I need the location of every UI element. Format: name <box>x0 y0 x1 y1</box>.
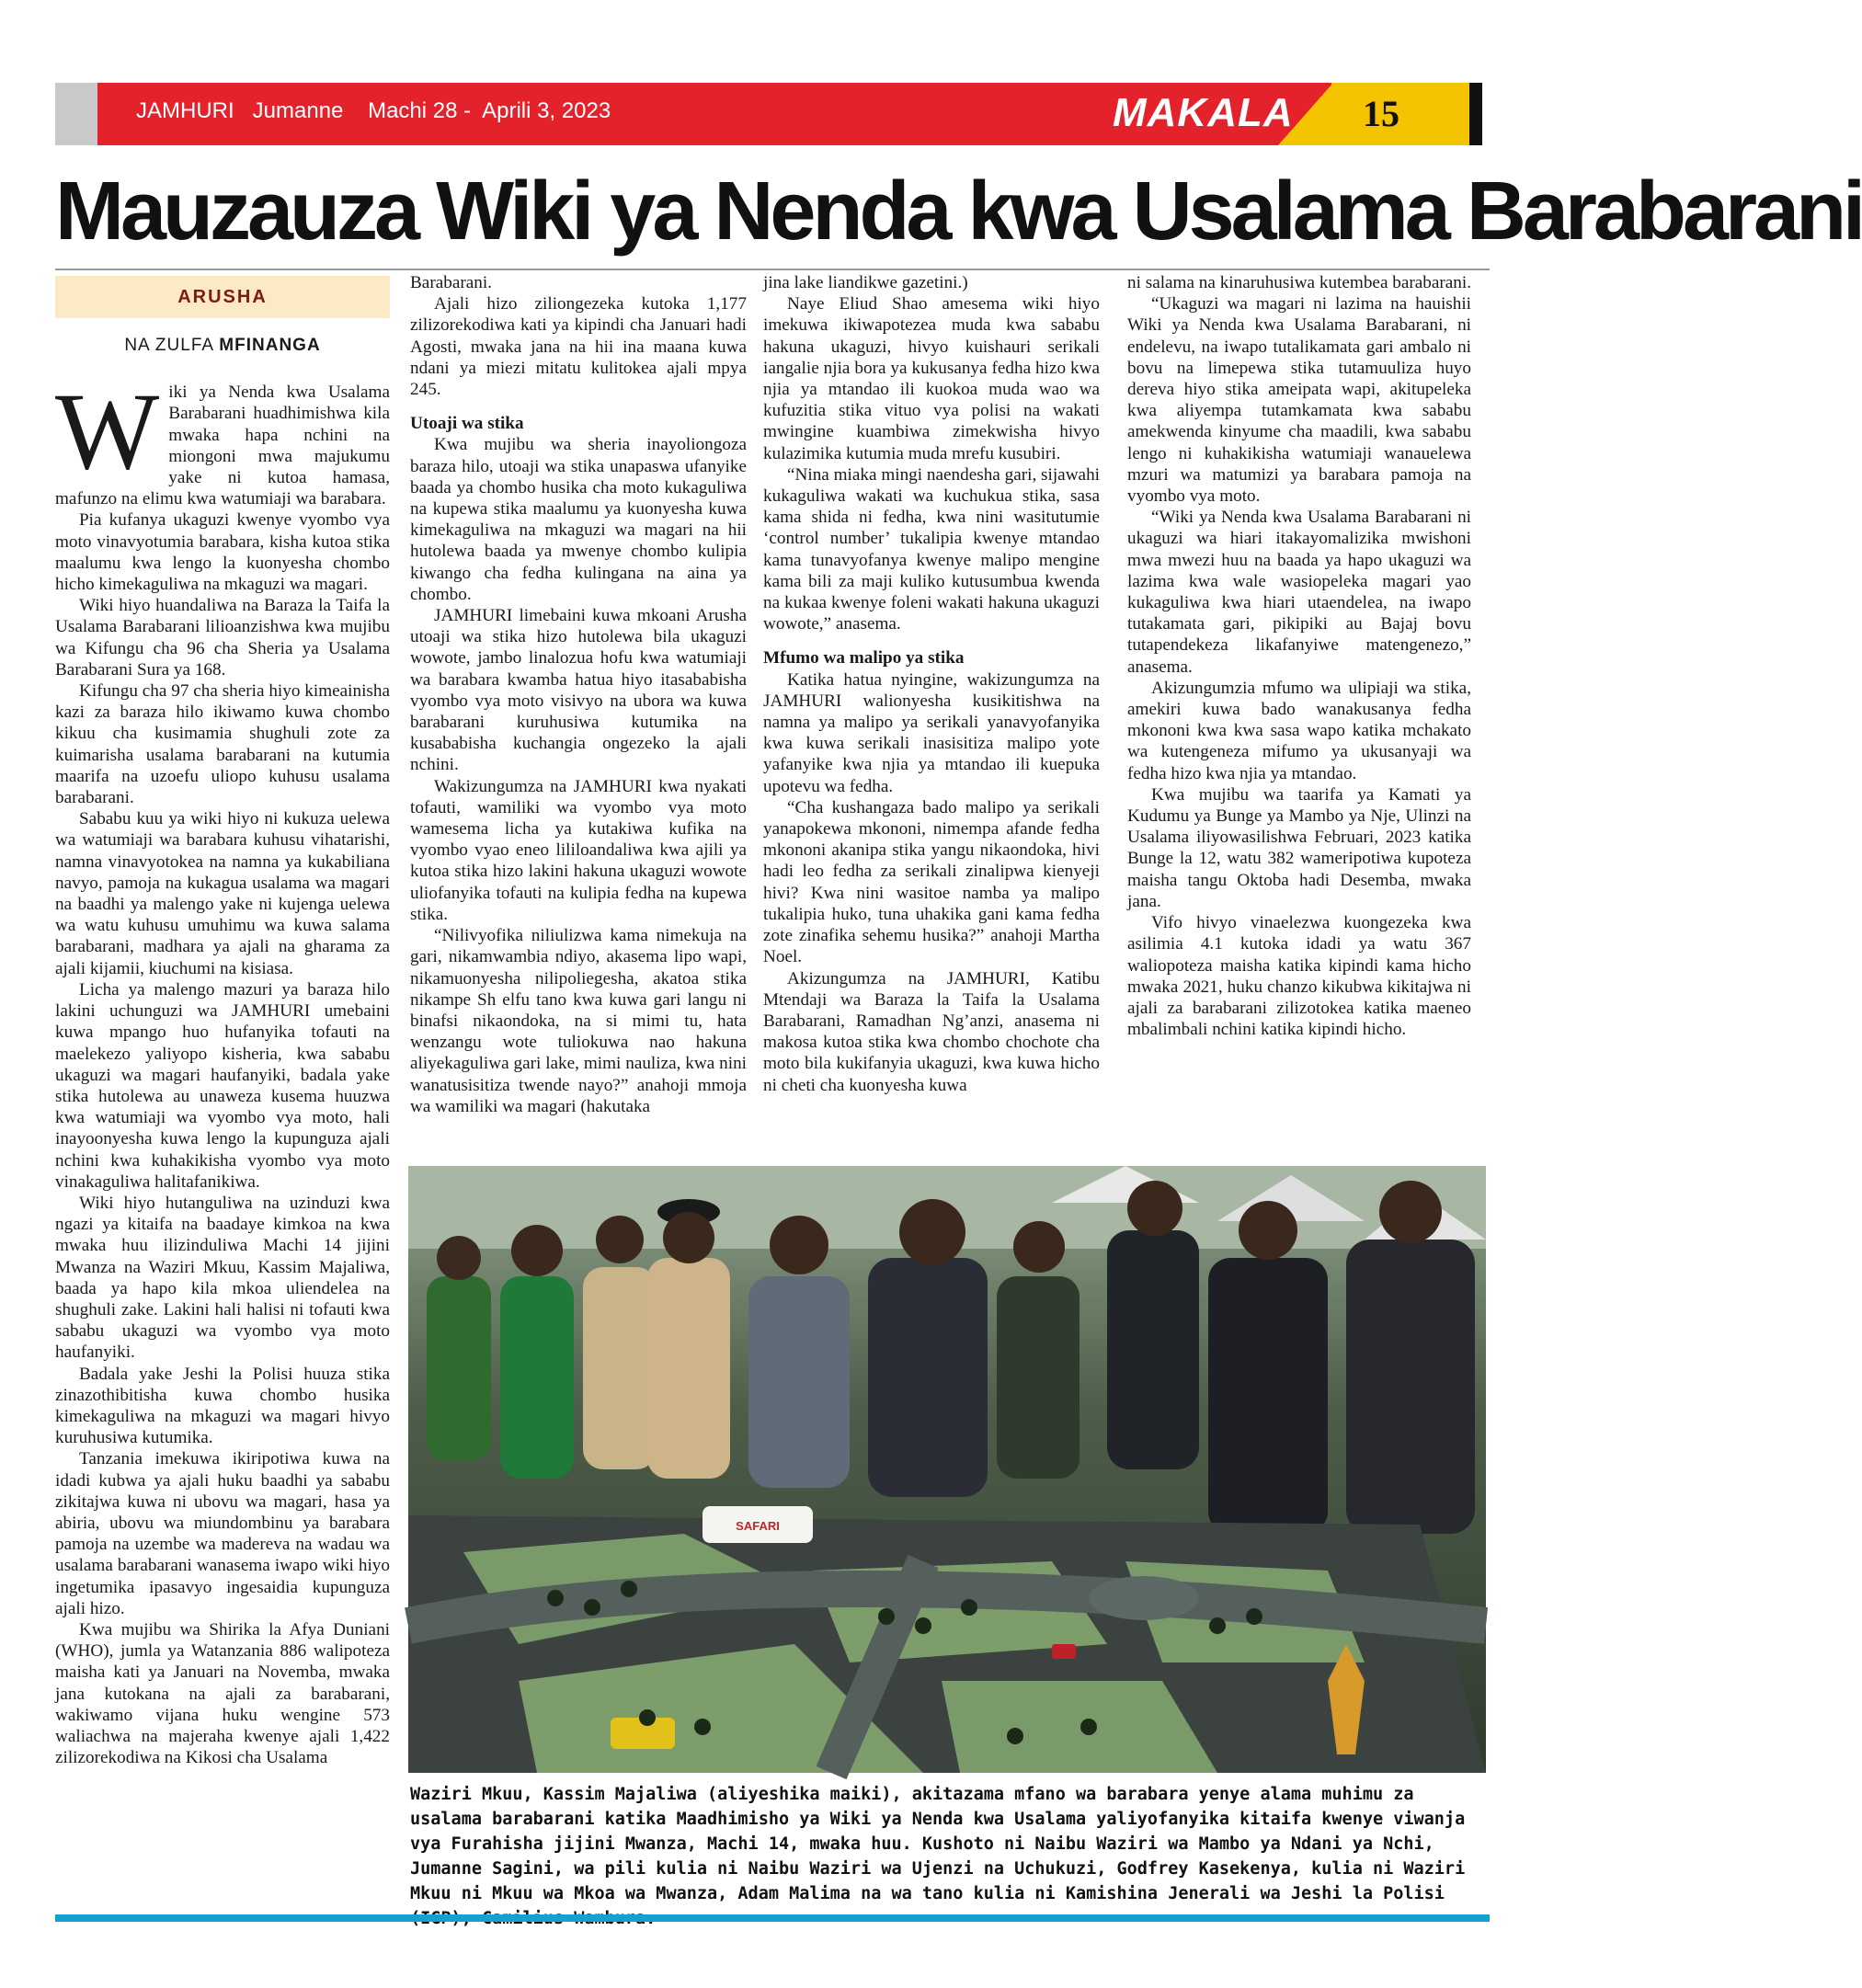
page-header <box>55 83 1490 145</box>
paragraph: jina lake liandikwe gazetini.) <box>763 273 968 292</box>
paragraph: Wiki hiyo huandaliwa na Baraza la Taifa la Usalama Barabarani lilioanzishwa kwa mujibu wa Kifungu cha 96 cha Sheria ya Usalama Barabarani Sura ya 168. <box>55 596 390 680</box>
paragraph: Sababu kuu ya wiki hiyo ni kukuza uelewa wa watumiaji wa barabara kuhusu vihatarishi, namna vinavyotokea na namna ya kukabiliana navyo, pamoja na kukagua usalama wa magari na baadhi ya malengo yake ni kujenga uelewa wa watu kuhusu umuhimu wa kuwa salama barabarani, madhara ya ajali na gharama za ajali kijamii, kiuchumi na kisiasa. <box>55 809 390 978</box>
subheading: Utoaji wa stika <box>410 414 524 434</box>
paragraph: “Ukaguzi wa magari ni lazima na hauishii Wiki ya Nenda kwa Usalama Barabarani, ni endelevu, na iwapo tutalikamata gari ambalo ni bovu na limepewa stika tutamuuliza huyo dereva hiyo stika ameipata wapi, akitupeleka kwa aliyempa tutamkamata kwa sababu amekwenda kinyume cha maadili, kwa sababu lengo ni kuhakikisha watumiaji wanauelewa mzuri wa matumizi ya barabara pamoja na vyombo vya moto. <box>1127 294 1471 507</box>
page-number: 15 <box>1363 93 1399 134</box>
paragraph: Kifungu cha 97 cha sheria hiyo kimeainisha kazi za baraza hilo ikiwamo kuwa chombo kikuu cha kusimamia shughuli zote za kuimarisha usalama barabarani na kutumia maarifa na uzoefu uliopo kuhusu usalama barabarani. <box>55 681 390 808</box>
paragraph: Licha ya malengo mazuri ya baraza hilo lakini uchunguzi wa JAMHURI umebaini kuwa mpango huo hufanyika tofauti na maelekezo yaliyopo kisheria, kwa sababu ukaguzi wa magari haufanyiki, badala yake stika hutolewa au unaweza kusema huuzwa kwa watumiaji wa vyombo vya moto, hali inayoonyesha kuwa lengo la kupunguza ajali nchini kwa kuhakikisha vyombo vya moto vinakaguliwa halitafanikiwa. <box>55 979 390 1192</box>
headline: Mauzauza Wiki ya Nenda kwa Usalama Barabarani <box>55 166 1862 257</box>
photo-illustration <box>408 1166 1486 1773</box>
paragraph: Kwa mujibu wa taarifa ya Kamati ya Kudumu ya Bunge ya Mambo ya Nje, Ulinzi na Usalama iliyowasilishwa Februari, 2023 katika Bunge la 12, watu 382 wameripotiwa kupoteza maisha tangu Oktoba hadi Desemba, mwaka jana. <box>1127 784 1471 911</box>
column-3 <box>763 272 1100 1096</box>
news-photo <box>408 1166 1486 1773</box>
header-grey-block <box>55 83 97 145</box>
paragraph: Naye Eliud Shao amesema wiki hiyo imekuwa ikiwapotezea muda kwa sababu hakuna ukaguzi, hivyo kuishauri serikali iangalie njia bora ya kukusanya fedha hizo kwa njia ya mtandao ili kuokoa muda wao wa kufuzitia stika vituo vya polisi na wakati mwingine kuambiwa zimekwisha hivyo kulazimika kutumia muda mrefu kusubiri. <box>763 294 1100 463</box>
model-bus-label: SAFARI <box>736 1519 780 1533</box>
paragraph: “Nina miaka mingi naendesha gari, sijawahi kukaguliwa wakati wa kuchukua stika, sasa kama shida ni fedha, kwa nini wasitutumie ‘control number’ tukalipia kwenye mtandao kama tunavyofanya kwenye malipo mengine kama bili za maji kuliko kutusumbua kwenda na kukaa kwenye foleni wakati hakuna ukaguzi wowote,” anasema. <box>763 464 1100 634</box>
bottom-bar <box>55 1914 1490 1922</box>
paragraph: Tanzania imekuwa ikiripotiwa kuwa na idadi kubwa ya ajali huku baadhi ya sababu zikitajwa kuwa ni ubovu wa magari, hasa ya abiria, ubovu wa miundombinu ya barabara pamoja na uzembe wa madereva na wadau wa usalama barabarani wanasema iwapo wiki hiyo ingetumika ipasavyo ingesaidia kupunguza ajali hizo. <box>55 1449 390 1618</box>
paragraph: “Nilivyofika niliulizwa kama nimekuja na gari, nikamwambia ndiyo, akasema lipo wapi, nikamuonyesha nilipoliegesha, akatoa stika nikampe Sh elfu tano kwa kuwa gari langu ni binafsi nikaondoka, na si mimi tu, hata wenzangu wote tuliokuwa nao hakuna aliyekaguliwa gari lake, mimi nauliza, kwa nini wanatusisitiza twende nayo?” anahoji mmoja wa wamiliki wa magari (hakutaka <box>410 926 747 1116</box>
location-tag: ARUSHA <box>55 276 390 318</box>
drop-cap: W <box>55 370 160 493</box>
paragraph: Badala yake Jeshi la Polisi huuza stika zinazothibitisha kuwa chombo husika kimekaguliwa na mkaguzi wa magari hivyo kuruhusiwa kutumika. <box>55 1364 390 1448</box>
lead-text: iki ya Nenda kwa Usalama Barabarani huadhimishwa kila mwaka hapa nchini na miongoni mwa majukumu yake ni kutoa hamasa, mafunzo na elimu kwa watumiaji wa barabara. <box>55 383 390 509</box>
paragraph: “Wiki ya Nenda kwa Usalama Barabarani ni ukaguzi wa hiari itakayomalizika mwishoni mwa mwezi huu na baada ya hapo ukaguzi wa lazima kwa wale wasiopeleka magari yao kukaguliwa kwa hiari utaendelea, na iwapo tutakamata gari, pikipiki au Bajaj bovu tutapendekeza likafanyiwe matengenezo,” anasema. <box>1127 508 1471 677</box>
paragraph: Barabarani. <box>410 273 492 292</box>
paragraph: Akizungumza na JAMHURI, Katibu Mtendaji wa Baraza la Taifa la Usalama Barabarani, Ramadhan Ng’anzi, anasema ni makosa kutoa stika kwa chombo chochote cha moto bila kukifanyia ukaguzi, kwa kuwa hicho ni cheti cha kuonyesha kuwa <box>763 968 1100 1095</box>
paragraph: JAMHURI limebaini kuwa mkoani Arusha utoaji wa stika hizo hutolewa bila ukaguzi wowote, jambo linalozua hofu kwa watumiaji wa barabara kwamba hatua hiyo itasababisha vyombo vya moto visivyo na ubora wa kuwa barabarani kuruhusiwa kutumika na kusababisha kuchangia ongezeko la ajali nchini. <box>410 606 747 775</box>
paragraph: Ajali hizo ziliongezeka kutoka 1,177 zilizorekodiwa kati ya kipindi cha Januari hadi Agosti, mwaka jana na hii ina maana kuwa ndani ya miezi mitatu kulitokea ajali mpya 245. <box>410 294 747 400</box>
lead-paragraph <box>55 370 390 509</box>
paragraph: Wiki hiyo hutanguliwa na uzinduzi kwa ngazi ya kitaifa na baadaye kimkoa na kwa mwaka huu ilizinduliwa Machi 14 jijini Mwanza na Waziri Mkuu, Kassim Majaliwa, baada ya hapo kila mkoa uliendelea na shughuli zake. Lakini hali halisi ni tofauti kwa sababu ukaguzi wa vyombo vya moto haufanyiki. <box>55 1193 390 1363</box>
paragraph: “Cha kushangaza bado malipo ya serikali yanapokewa mkononi, nimempa afande fedha mkononi akanipa stika yangu nikaondoka, hivi hadi leo fedha za serikali zinalipwa kienyeji hivi? Kwa nini wasitoe namba ya malipo tukalipia huko, tuna uhakika gani kama fedha zote zinafika sehemu husika?” anahoji Martha Noel. <box>763 797 1100 967</box>
byline <box>55 335 390 356</box>
issue-date: JAMHURI Jumanne Machi 28 - Aprili 3, 2023 <box>136 98 611 123</box>
byline-name: MFINANGA <box>219 336 321 355</box>
subheading: Mfumo wa malipo ya stika <box>763 648 965 668</box>
section-name: MAKALA <box>1113 90 1294 135</box>
header-yellow-block <box>1331 83 1469 145</box>
column-1 <box>55 276 390 1768</box>
paragraph: Wakizungumza na JAMHURI kwa nyakati tofauti, wamiliki wa vyombo vya moto wamesema licha ya kutakiwa kufika na vyombo vyao eneo lililoandaliwa kwa ajili ya kutoa stika hizo lakini hakuna ukaguzi wowote uliofanyika tofauti na kulipia fedha na kupewa stika. <box>410 776 747 924</box>
paragraph: Akizungumzia mfumo wa ulipiaji wa stika, amekiri kuwa bado wanakusanya fedha mkononi kwa kwa sasa wapo katika mchakato wa kutengeneza mifumo ya ukusanyaji wa fedha hizo kwa njia ya mtandao. <box>1127 678 1471 783</box>
column-2 <box>410 272 747 1117</box>
photo-caption: Waziri Mkuu, Kassim Majaliwa (aliyeshika maiki), akitazama mfano wa barabara yenye alama muhimu za usalama barabarani katika Maadhimisho ya Wiki ya Nenda kwa Usalama yaliyofanyika kitaifa kwenye viwanja vya Furahisha jijini Mwanza, Machi 14, mwaka huu. Kushoto ni Naibu Waziri wa Mambo ya Ndani ya Nchi, Jumanne Sagini, wa pili kulia ni Naibu Waziri wa Ujenzi na Uchukuzi, Godfrey Kasekenya, kulia ni Waziri Mkuu ni Mkuu wa Mkoa wa Mwanza, Adam Malima na wa tano kulia ni Kamishina Jenerali wa Jeshi la Polisi <box>410 1785 1466 1903</box>
paragraph: Vifo hivyo vinaelezwa kuongezeka kwa asilimia 4.1 kutoka idadi ya watu 367 waliopoteza maisha katika kipindi kama hicho mwaka 2021, huku chanzo kikubwa kikitajwa ni ajali za barabarani zilizotokea katika maeneo mbalimbali nchini katika kipindi hicho. <box>1127 913 1471 1040</box>
paragraph: Kwa mujibu wa sheria inayoliongoza baraza hilo, utoaji wa stika unapaswa ufanyike baada ya chombo husika cha moto kukaguliwa na kupewa stika maalumu ya kuonyesha kuwa kimekaguliwa na mkaguzi wa magari na hii hutolewa baada ya mwenye chombo kulipia kiwango cha fedha kulingana na aina ya chombo. <box>410 435 747 604</box>
paragraph: Kwa mujibu wa Shirika la Afya Duniani (WHO), jumla ya Watanzania 886 walipoteza maisha kati ya Januari na Novemba, mwaka jana kutokana na ajali za barabarani, wakiwamo vijana huku wengine 573 waliachwa na majeraha kwenye ajali 1,422 zilizorekodiwa na Kikosi cha Usalama <box>55 1619 390 1768</box>
paragraph: ni salama na kinaruhusiwa kutembea barabarani. <box>1127 273 1472 292</box>
header-black-edge <box>1469 83 1482 145</box>
column-4 <box>1127 272 1471 1040</box>
road-model <box>408 1506 1486 1773</box>
byline-prefix: NA ZULFA <box>124 336 214 355</box>
headline-rule <box>55 268 1490 270</box>
paragraph: Katika hatua nyingine, wakizungumza na JAMHURI walionyesha kusikitishwa na namna ya malipo ya serikali yanavyofanyika kwa kuwa serikali inasisitiza malipo yote yafanyike kwa njia ya mtandao ili kuepuka upotevu wa fedha. <box>763 669 1100 796</box>
paragraph: Pia kufanya ukaguzi kwenye vyombo vya moto vinavyotumia barabara, kisha kutoa stika maalumu kwa lengo la kuonyesha chombo hicho kimekaguliwa na mkaguzi wa magari. <box>55 510 390 595</box>
